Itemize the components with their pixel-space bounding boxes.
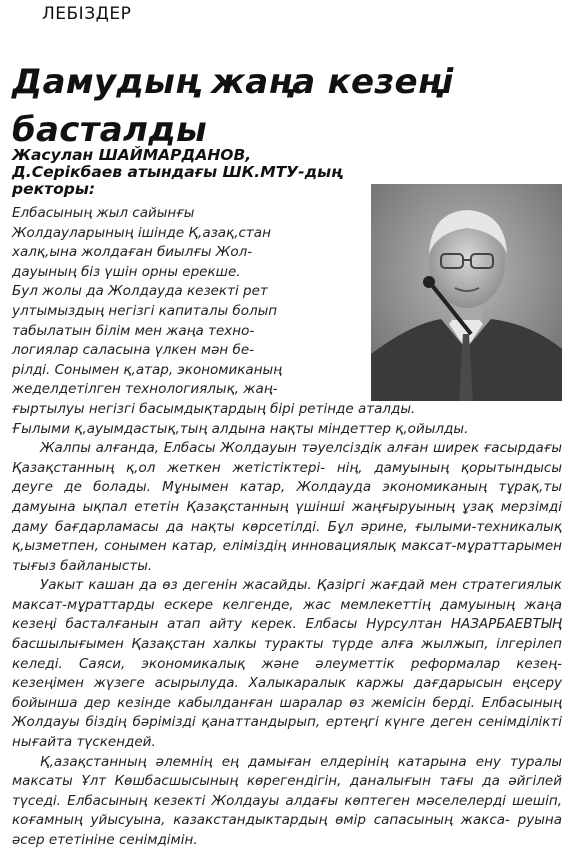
intro-line: жеделдетілген технологиялық, жаң- — [12, 381, 278, 398]
paragraph: Қ,азақстанның әлемнің ең дамыған елдерінің катарына ену туралы максаты Ұлт Көшбасшысының көрегендігін, даналығын тағы да әйгілей түседі. Елбасының кезекті Жолдауы алдағы көптеген мәселелерді шешіп, коғамның уйысуына, казакстандыктардың өмір сапасының жакса- руына әсер ететініне сенімдімін. — [12, 753, 562, 848]
intro-line: рілді. Сонымен қ,атар, экономиканың — [12, 361, 283, 378]
intro-block — [12, 204, 562, 439]
article-title: Дамудың жаңа кезеңі басталды — [12, 62, 454, 150]
intro-line: табылатын білім мен жаңа техно- — [12, 322, 255, 339]
author-position: Д.Серікбаев атындағы ШК.МТУ-дың ректоры: — [12, 163, 342, 198]
intro-line: Бул жолы да Жолдауда кезекті рет — [12, 283, 268, 300]
intro-line: Жолдауларының ішінде Қ,азақ,стан — [12, 224, 271, 241]
paragraph: Уакыт кашан да өз дегенін жасайды. Қазіргі жағдай мен стратегиялык максат-мұраттарды ескере келгенде, жас мемлекеттің дамуының жаңа кезеңі басталғанын атап айту керек. Елбасы Нурсултан НАЗАРБАЕВТЫҢ басшылығымен Қазақстан халкы туракты түрде алға жылжып, ілгерілеп келеді. Саяси, экономикалық және әлеуметтік реформалар кезең-кезеңімен жүзеге асырылуда. Халыкаралык каржы дағдарысын еңсеру бойынша дер кезінде кабылданған шаралар өз жемісін берді. Елбасының Жолдауы біздің бәрімізді қанаттандырып, ертеңгі күнге деген сенімділікті нығайта түскендей. — [12, 577, 562, 751]
intro-line: логиялар саласына үлкен мән бе- — [12, 342, 255, 359]
article-body — [12, 204, 562, 851]
intro-line: ғыртылуы негізгі басымдықтардың бірі ретінде аталды. — [12, 400, 416, 417]
intro-line: Елбасының жыл сайынғы — [12, 205, 195, 221]
intro-line: дауының біз үшін орны ерекше. — [12, 263, 241, 280]
paragraph: Жалпы алғанда, Елбасы Жолдауын тәуелсіздік алған ширек ғасырдағы Қазақстанның қ,ол жеткен жетістіктері- нің, дамуының қорытындысы деуге де болады. Мұнымен катар, Жолдауда экономиканың тұрақ,ты дамуына ықпал ететін Қазақстанның үшінші жаңғыруының ұзақ мерзімді даму бағдарламасы да нақты көрсетілді. Бұл әрине, ғылыми-техникалық қ,ызметпен, сонымен катар, еліміздің инновациялық максат-мұраттарымен тығыз байланысты. — [12, 440, 562, 574]
intro-line: Ғылыми қ,ауымдастық,тың алдына нақты міндеттер қ,ойылды. — [12, 420, 469, 437]
intro-line: ултымыздың негізгі капиталы болып — [12, 302, 278, 319]
author-byline — [12, 147, 342, 198]
intro-line: халқ,ына жолдаған биылғы Жол- — [12, 244, 253, 261]
author-name: Жасулан ШАЙМАРДАНОВ, — [12, 146, 252, 164]
section-label: ЛЕБІЗДЕР — [42, 4, 132, 24]
